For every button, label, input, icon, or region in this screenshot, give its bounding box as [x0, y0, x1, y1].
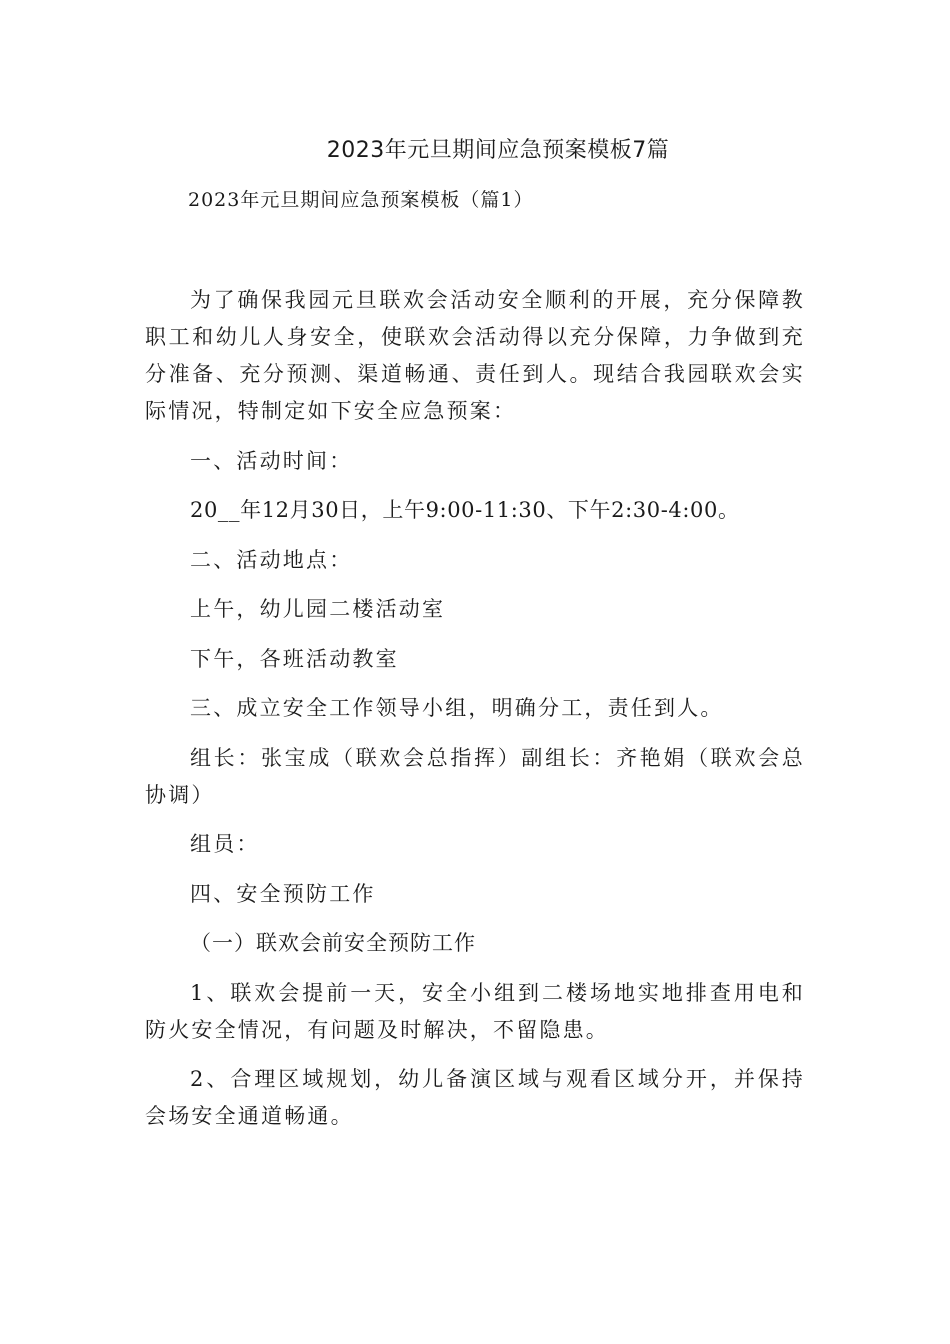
list-item-1: 1、联欢会提前一天，安全小组到二楼场地实地排查用电和防火安全情况，有问题及时解决，不留隐患。 [145, 980, 805, 1042]
section4-heading: 四、安全预防工作 [190, 881, 376, 906]
section2-afternoon: 下午，各班活动教室 [190, 646, 399, 671]
document-title: 2023年元旦期间应急预案模板7篇 [326, 138, 670, 163]
section2-heading: 二、活动地点： [190, 547, 353, 572]
intro-paragraph: 为了确保我园元旦联欢会活动安全顺利的开展，充分保障教职工和幼儿人身安全，使联欢会活动得以充分保障，力争做到充分准备、充分预测、渠道畅通、责任到人。现结合我园联欢会实际情况，特制定如下安全应急预案： [145, 288, 805, 423]
section3-heading: 三、成立安全工作领导小组，明确分工，责任到人。 [190, 696, 724, 720]
section3-leaders: 组长：张宝成（联欢会总指挥）副组长：齐艳娟（联欢会总协调） [145, 745, 805, 807]
document-subtitle: 2023年元旦期间应急预案模板（篇1） [188, 189, 534, 211]
list-item-2: 2、合理区域规划，幼儿备演区域与观看区域分开，并保持会场安全通道畅通。 [145, 1067, 805, 1128]
section4-sub1: （一）联欢会前安全预防工作 [190, 931, 476, 955]
section2-morning: 上午，幼儿园二楼活动室 [190, 597, 446, 621]
document-body [145, 282, 805, 1148]
section1-heading: 一、活动时间： [190, 448, 353, 473]
section3-members: 组员： [190, 832, 260, 856]
section1-text: 20__年12月30日，上午9:00-11:30、下午2:30-4:00。 [190, 498, 740, 522]
